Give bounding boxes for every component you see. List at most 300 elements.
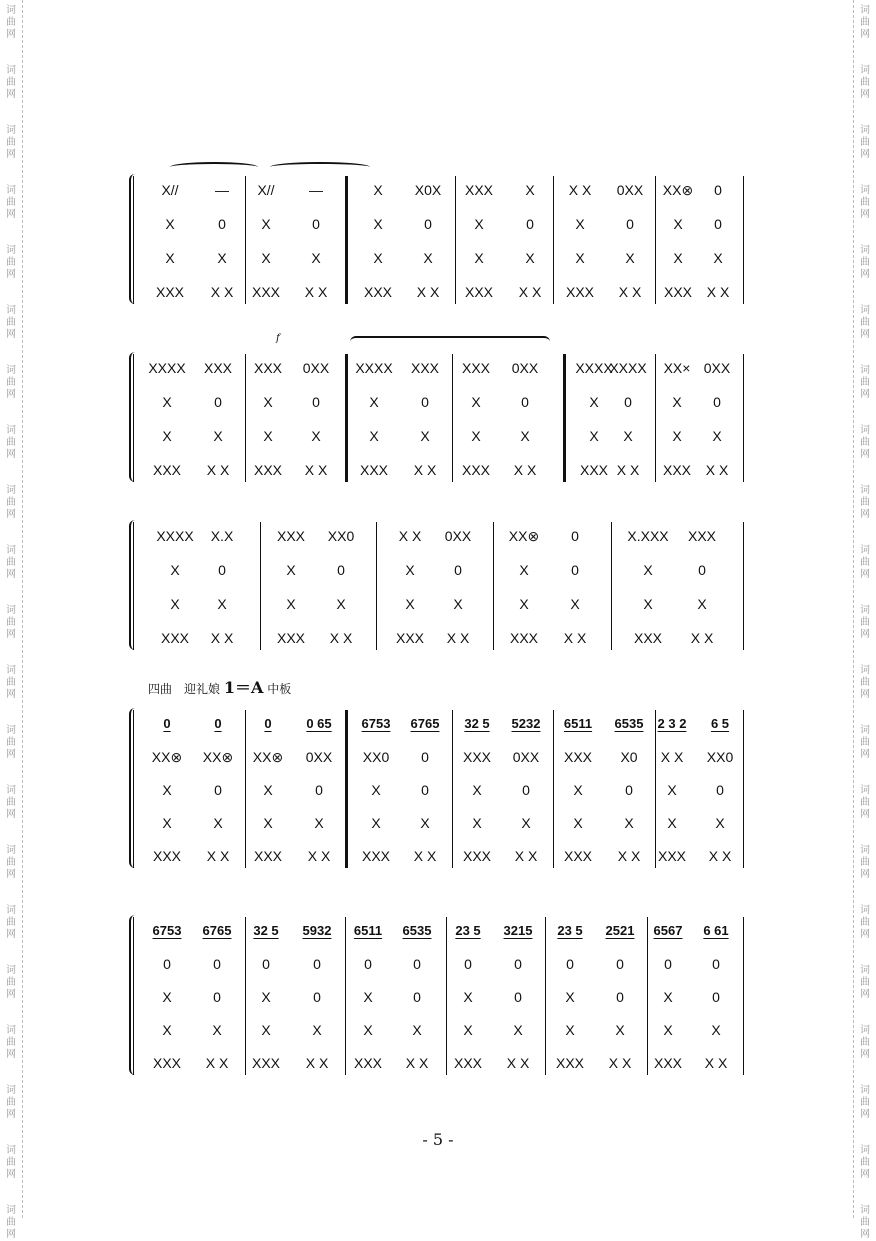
- note-cell: —: [215, 182, 229, 198]
- note-cell: X: [412, 1022, 422, 1038]
- note-cell: 0XX: [305, 749, 333, 765]
- note-cell: XXX: [152, 1055, 182, 1071]
- note-cell: X: [715, 815, 725, 831]
- note-cell: 0: [616, 989, 624, 1005]
- note-cell: X: [519, 596, 529, 612]
- watermark-text: 词 曲 网: [860, 965, 870, 1000]
- note-cell: 0: [454, 562, 462, 578]
- note-cell: X: [363, 1022, 373, 1038]
- note-cell: 0: [413, 956, 421, 972]
- note-cell: X: [261, 250, 271, 266]
- note-cell: 0: [514, 956, 522, 972]
- note-cell: 0: [218, 562, 226, 578]
- note-cell: X.X: [210, 528, 234, 544]
- note-cell: 0: [424, 216, 432, 232]
- note-cell: XXX: [461, 360, 491, 376]
- note-cell: X X: [206, 462, 230, 478]
- score-row: [0, 782, 876, 802]
- note-cell: X: [420, 428, 430, 444]
- note-cell: X: [624, 815, 634, 831]
- note-cell: X: [453, 596, 463, 612]
- note-cell: XXX: [253, 360, 283, 376]
- note-cell: X: [261, 216, 271, 232]
- note-cell: X: [672, 428, 682, 444]
- note-cell: 0: [522, 782, 530, 798]
- note-cell: X: [373, 250, 383, 266]
- note-cell: 6765: [202, 923, 232, 938]
- note-cell: X: [472, 815, 482, 831]
- note-cell: 6511: [353, 923, 383, 938]
- note-cell: X: [263, 428, 273, 444]
- note-cell: XXX: [253, 462, 283, 478]
- note-cell: XXX: [276, 528, 306, 544]
- note-cell: 23 5: [557, 923, 583, 938]
- note-cell: 0XX: [511, 360, 539, 376]
- note-cell: XXX: [251, 1055, 281, 1071]
- note-cell: 6535: [402, 923, 432, 938]
- note-cell: X0X: [414, 182, 442, 198]
- watermark-text: 词 曲 网: [6, 905, 16, 940]
- note-cell: 0: [571, 562, 579, 578]
- note-cell: XXX: [353, 1055, 383, 1071]
- note-cell: X: [471, 428, 481, 444]
- note-cell: 23 5: [455, 923, 481, 938]
- note-cell: XXX: [464, 284, 494, 300]
- page-number: - 5 -: [422, 1130, 454, 1149]
- note-cell: 0: [413, 989, 421, 1005]
- note-cell: X: [261, 1022, 271, 1038]
- note-cell: 0: [616, 956, 624, 972]
- note-cell: XX0: [327, 528, 355, 544]
- note-cell: 0: [262, 956, 270, 972]
- note-cell: X X: [660, 749, 684, 765]
- watermark-text: 词 曲 网: [860, 485, 870, 520]
- score-row: [0, 1022, 876, 1042]
- note-cell: 0: [313, 989, 321, 1005]
- note-cell: 0XX: [444, 528, 472, 544]
- note-cell: 0XX: [512, 749, 540, 765]
- section-key: 1＝A: [223, 678, 264, 697]
- score-row: [0, 360, 876, 380]
- note-cell: X: [311, 250, 321, 266]
- note-cell: 6567: [653, 923, 683, 938]
- note-cell: X X: [304, 462, 328, 478]
- note-cell: X: [263, 394, 273, 410]
- note-cell: X: [373, 216, 383, 232]
- score-row: [0, 749, 876, 769]
- note-cell: X: [565, 1022, 575, 1038]
- watermark-text: 词 曲 网: [6, 425, 16, 460]
- note-cell: XXX: [657, 848, 687, 864]
- note-cell: XXX: [363, 284, 393, 300]
- watermark-text: 词 曲 网: [6, 725, 16, 760]
- note-cell: X: [162, 989, 172, 1005]
- note-cell: X X: [405, 1055, 429, 1071]
- repeat-bracket: [350, 336, 550, 344]
- note-cell: X: [623, 428, 633, 444]
- note-cell: X X: [514, 848, 538, 864]
- watermark-text: 词 曲 网: [6, 665, 16, 700]
- note-cell: 0: [421, 749, 429, 765]
- note-cell: 3215: [503, 923, 533, 938]
- watermark-text: 词 曲 网: [860, 365, 870, 400]
- note-cell: X: [286, 596, 296, 612]
- note-cell: —: [309, 182, 323, 198]
- note-cell: 0: [514, 989, 522, 1005]
- note-cell: 0: [213, 956, 221, 972]
- note-cell: 0: [312, 216, 320, 232]
- watermark-text: 词 曲 网: [6, 245, 16, 280]
- note-cell: 0 65: [306, 716, 332, 731]
- note-cell: X: [405, 562, 415, 578]
- note-cell: XXX: [155, 284, 185, 300]
- watermark-text: 词 曲 网: [860, 305, 870, 340]
- note-cell: X: [371, 815, 381, 831]
- note-cell: XXX: [253, 848, 283, 864]
- note-cell: 0XX: [302, 360, 330, 376]
- note-cell: X: [519, 562, 529, 578]
- note-cell: XXX: [662, 462, 692, 478]
- score-row: [0, 250, 876, 270]
- note-cell: X: [673, 250, 683, 266]
- note-cell: 0: [712, 956, 720, 972]
- note-cell: XXX: [663, 284, 693, 300]
- note-cell: XXX: [579, 462, 609, 478]
- note-cell: X X: [210, 630, 234, 646]
- note-cell: X.XXX: [627, 528, 669, 544]
- note-cell: X X: [329, 630, 353, 646]
- watermark-text: 词 曲 网: [860, 1025, 870, 1060]
- note-cell: 6511: [563, 716, 593, 731]
- dynamic-marking: f: [276, 333, 280, 344]
- note-cell: X: [314, 815, 324, 831]
- note-cell: X: [575, 216, 585, 232]
- note-cell: X X: [616, 462, 640, 478]
- slur-mark: [170, 162, 258, 172]
- note-cell: 6 5: [710, 716, 730, 731]
- watermark-text: 词 曲 网: [6, 1025, 16, 1060]
- note-cell: X: [474, 216, 484, 232]
- note-cell: X X: [413, 848, 437, 864]
- note-cell: X: [474, 250, 484, 266]
- note-cell: 0: [364, 956, 372, 972]
- score-row: [0, 394, 876, 414]
- note-cell: X X: [206, 848, 230, 864]
- note-cell: 0: [312, 394, 320, 410]
- note-cell: XXX: [653, 1055, 683, 1071]
- note-cell: XXX: [565, 284, 595, 300]
- note-cell: 32 5: [464, 716, 490, 731]
- note-cell: XXX: [462, 749, 492, 765]
- note-cell: 0: [571, 528, 579, 544]
- watermark-text: 词 曲 网: [860, 1145, 870, 1180]
- note-cell: X: [672, 394, 682, 410]
- watermark-text: 词 曲 网: [6, 125, 16, 160]
- score-row: [0, 923, 876, 943]
- note-cell: 0: [625, 782, 633, 798]
- note-cell: 0: [698, 562, 706, 578]
- note-cell: 0: [337, 562, 345, 578]
- note-cell: 0: [714, 216, 722, 232]
- note-cell: 0: [163, 956, 171, 972]
- note-cell: X: [643, 562, 653, 578]
- note-cell: 0: [566, 956, 574, 972]
- note-cell: 0: [214, 716, 222, 731]
- note-cell: X: [162, 815, 172, 831]
- watermark-text: 词 曲 网: [860, 905, 870, 940]
- note-cell: X X: [690, 630, 714, 646]
- note-cell: X: [213, 815, 223, 831]
- note-cell: X: [711, 1022, 721, 1038]
- watermark-text: 词 曲 网: [6, 785, 16, 820]
- note-cell: XXXX: [156, 528, 194, 544]
- note-cell: XXX: [687, 528, 717, 544]
- note-cell: 0: [214, 394, 222, 410]
- note-cell: X X: [513, 462, 537, 478]
- watermark-text: 词 曲 网: [6, 65, 16, 100]
- note-cell: X X: [518, 284, 542, 300]
- note-cell: XXX: [276, 630, 306, 646]
- note-cell: XXX: [453, 1055, 483, 1071]
- note-cell: X: [520, 428, 530, 444]
- note-cell: 0: [214, 782, 222, 798]
- note-cell: 0: [716, 782, 724, 798]
- note-cell: X: [521, 815, 531, 831]
- note-cell: X X: [708, 848, 732, 864]
- note-cell: X//: [257, 182, 275, 198]
- note-cell: XXX: [464, 182, 494, 198]
- watermark-text: 词 曲 网: [6, 605, 16, 640]
- note-cell: X: [371, 782, 381, 798]
- note-cell: 32 5: [253, 923, 279, 938]
- score-row: [0, 182, 876, 202]
- note-cell: X X: [704, 1055, 728, 1071]
- note-cell: 5932: [302, 923, 332, 938]
- score-row: [0, 1055, 876, 1075]
- note-cell: X: [713, 250, 723, 266]
- note-cell: X: [405, 596, 415, 612]
- watermark-text: 词 曲 网: [860, 425, 870, 460]
- note-cell: XXX: [563, 749, 593, 765]
- note-cell: 0: [218, 216, 226, 232]
- note-cell: XXX: [461, 462, 491, 478]
- note-cell: X: [643, 596, 653, 612]
- watermark-text: 词 曲 网: [860, 665, 870, 700]
- watermark-text: 词 曲 网: [860, 605, 870, 640]
- note-cell: XXX: [160, 630, 190, 646]
- watermark-text: 词 曲 网: [6, 965, 16, 1000]
- watermark-text: 词 曲 网: [860, 5, 870, 40]
- note-cell: 6753: [152, 923, 182, 938]
- note-cell: 0: [264, 716, 272, 731]
- note-cell: X X: [446, 630, 470, 646]
- note-cell: XX⊗: [151, 749, 183, 765]
- note-cell: XX0: [362, 749, 390, 765]
- note-cell: XXX: [555, 1055, 585, 1071]
- note-cell: X X: [205, 1055, 229, 1071]
- watermark-text: 词 曲 网: [860, 65, 870, 100]
- score-row: [0, 630, 876, 650]
- note-cell: XXX: [359, 462, 389, 478]
- watermark-text: 词 曲 网: [6, 845, 16, 880]
- watermark-text: 词 曲 网: [860, 185, 870, 220]
- note-cell: X: [420, 815, 430, 831]
- note-cell: XXXX: [355, 360, 393, 376]
- score-row: [0, 848, 876, 868]
- score-row: [0, 528, 876, 548]
- note-cell: X: [369, 394, 379, 410]
- note-cell: X X: [305, 1055, 329, 1071]
- score-row: [0, 284, 876, 304]
- note-cell: XXX: [395, 630, 425, 646]
- note-cell: 0XX: [616, 182, 644, 198]
- note-cell: X X: [568, 182, 592, 198]
- note-cell: X//: [161, 182, 179, 198]
- note-cell: 0: [213, 989, 221, 1005]
- note-cell: X: [589, 394, 599, 410]
- note-cell: X: [311, 428, 321, 444]
- section-title: [148, 675, 291, 698]
- score-row: [0, 216, 876, 236]
- note-cell: X: [463, 989, 473, 1005]
- note-cell: X: [667, 815, 677, 831]
- score-row: [0, 989, 876, 1009]
- note-cell: XXX: [633, 630, 663, 646]
- note-cell: X: [369, 428, 379, 444]
- score-row: [0, 596, 876, 616]
- note-cell: XX⊗: [662, 182, 694, 198]
- note-cell: 0: [713, 394, 721, 410]
- note-cell: X: [525, 250, 535, 266]
- note-cell: 0: [664, 956, 672, 972]
- watermark-text: 词 曲 网: [860, 845, 870, 880]
- note-cell: 2521: [605, 923, 635, 938]
- note-cell: XXX: [509, 630, 539, 646]
- note-cell: 0XX: [703, 360, 731, 376]
- note-cell: XXXX: [609, 360, 647, 376]
- note-cell: X: [261, 989, 271, 1005]
- note-cell: X: [165, 216, 175, 232]
- note-cell: XXX: [361, 848, 391, 864]
- note-cell: 0: [714, 182, 722, 198]
- note-cell: X X: [506, 1055, 530, 1071]
- note-cell: X: [162, 394, 172, 410]
- note-cell: X X: [563, 630, 587, 646]
- score-row: [0, 562, 876, 582]
- note-cell: X X: [706, 284, 730, 300]
- note-cell: X: [472, 782, 482, 798]
- note-cell: X X: [210, 284, 234, 300]
- note-cell: 0: [712, 989, 720, 1005]
- note-cell: X: [212, 1022, 222, 1038]
- note-cell: XXX: [410, 360, 440, 376]
- note-cell: XXX: [203, 360, 233, 376]
- note-cell: XX⊗: [508, 528, 540, 544]
- note-cell: X X: [307, 848, 331, 864]
- note-cell: X: [575, 250, 585, 266]
- note-cell: X: [471, 394, 481, 410]
- note-cell: 0: [526, 216, 534, 232]
- note-cell: X: [525, 182, 535, 198]
- note-cell: 0: [315, 782, 323, 798]
- note-cell: 0: [421, 394, 429, 410]
- score-row: [0, 815, 876, 835]
- watermark-text: 词 曲 网: [860, 245, 870, 280]
- note-cell: X X: [705, 462, 729, 478]
- note-cell: X: [565, 989, 575, 1005]
- note-cell: XX×: [663, 360, 691, 376]
- note-cell: 0: [521, 394, 529, 410]
- section-tempo: 中板: [267, 682, 292, 696]
- note-cell: X X: [608, 1055, 632, 1071]
- watermark-text: 词 曲 网: [860, 1085, 870, 1120]
- note-cell: X: [667, 782, 677, 798]
- note-cell: X: [463, 1022, 473, 1038]
- watermark-text: 词 曲 网: [6, 365, 16, 400]
- note-cell: X: [170, 562, 180, 578]
- note-cell: X: [573, 815, 583, 831]
- note-cell: X X: [398, 528, 422, 544]
- note-cell: X: [625, 250, 635, 266]
- watermark-text: 词 曲 网: [860, 545, 870, 580]
- note-cell: X: [673, 216, 683, 232]
- watermark-text: 词 曲 网: [6, 185, 16, 220]
- note-cell: X: [615, 1022, 625, 1038]
- note-cell: XXX: [152, 462, 182, 478]
- note-cell: 6535: [614, 716, 644, 731]
- note-cell: X: [663, 1022, 673, 1038]
- note-cell: 6753: [361, 716, 391, 731]
- watermark-text: 词 曲 网: [6, 5, 16, 40]
- note-cell: X: [217, 596, 227, 612]
- note-cell: X: [162, 782, 172, 798]
- note-cell: 0: [464, 956, 472, 972]
- watermark-text: 词 曲 网: [860, 725, 870, 760]
- note-cell: X X: [618, 284, 642, 300]
- note-cell: XXX: [251, 284, 281, 300]
- note-cell: X: [573, 782, 583, 798]
- note-cell: X: [363, 989, 373, 1005]
- note-cell: X: [712, 428, 722, 444]
- note-cell: X: [263, 815, 273, 831]
- note-cell: X: [312, 1022, 322, 1038]
- note-cell: 0: [163, 716, 171, 731]
- watermark-text: 词 曲 网: [6, 305, 16, 340]
- note-cell: X: [162, 1022, 172, 1038]
- note-cell: XXXX: [148, 360, 186, 376]
- note-cell: XX⊗: [252, 749, 284, 765]
- section-title-prefix: 四曲 迎礼娘: [148, 682, 221, 696]
- watermark-text: 词 曲 网: [6, 1205, 16, 1240]
- slur-mark: [270, 162, 370, 172]
- note-cell: X: [589, 428, 599, 444]
- note-cell: X X: [617, 848, 641, 864]
- note-cell: XX0: [706, 749, 734, 765]
- note-cell: X: [213, 428, 223, 444]
- watermark-text: 词 曲 网: [6, 1145, 16, 1180]
- note-cell: 0: [624, 394, 632, 410]
- note-cell: XX⊗: [202, 749, 234, 765]
- watermark-text: 词 曲 网: [860, 1205, 870, 1240]
- note-cell: 0: [313, 956, 321, 972]
- note-cell: X0: [620, 749, 638, 765]
- note-cell: X: [217, 250, 227, 266]
- note-cell: X: [170, 596, 180, 612]
- note-cell: X: [423, 250, 433, 266]
- note-cell: X: [373, 182, 383, 198]
- note-cell: X: [697, 596, 707, 612]
- note-cell: X: [165, 250, 175, 266]
